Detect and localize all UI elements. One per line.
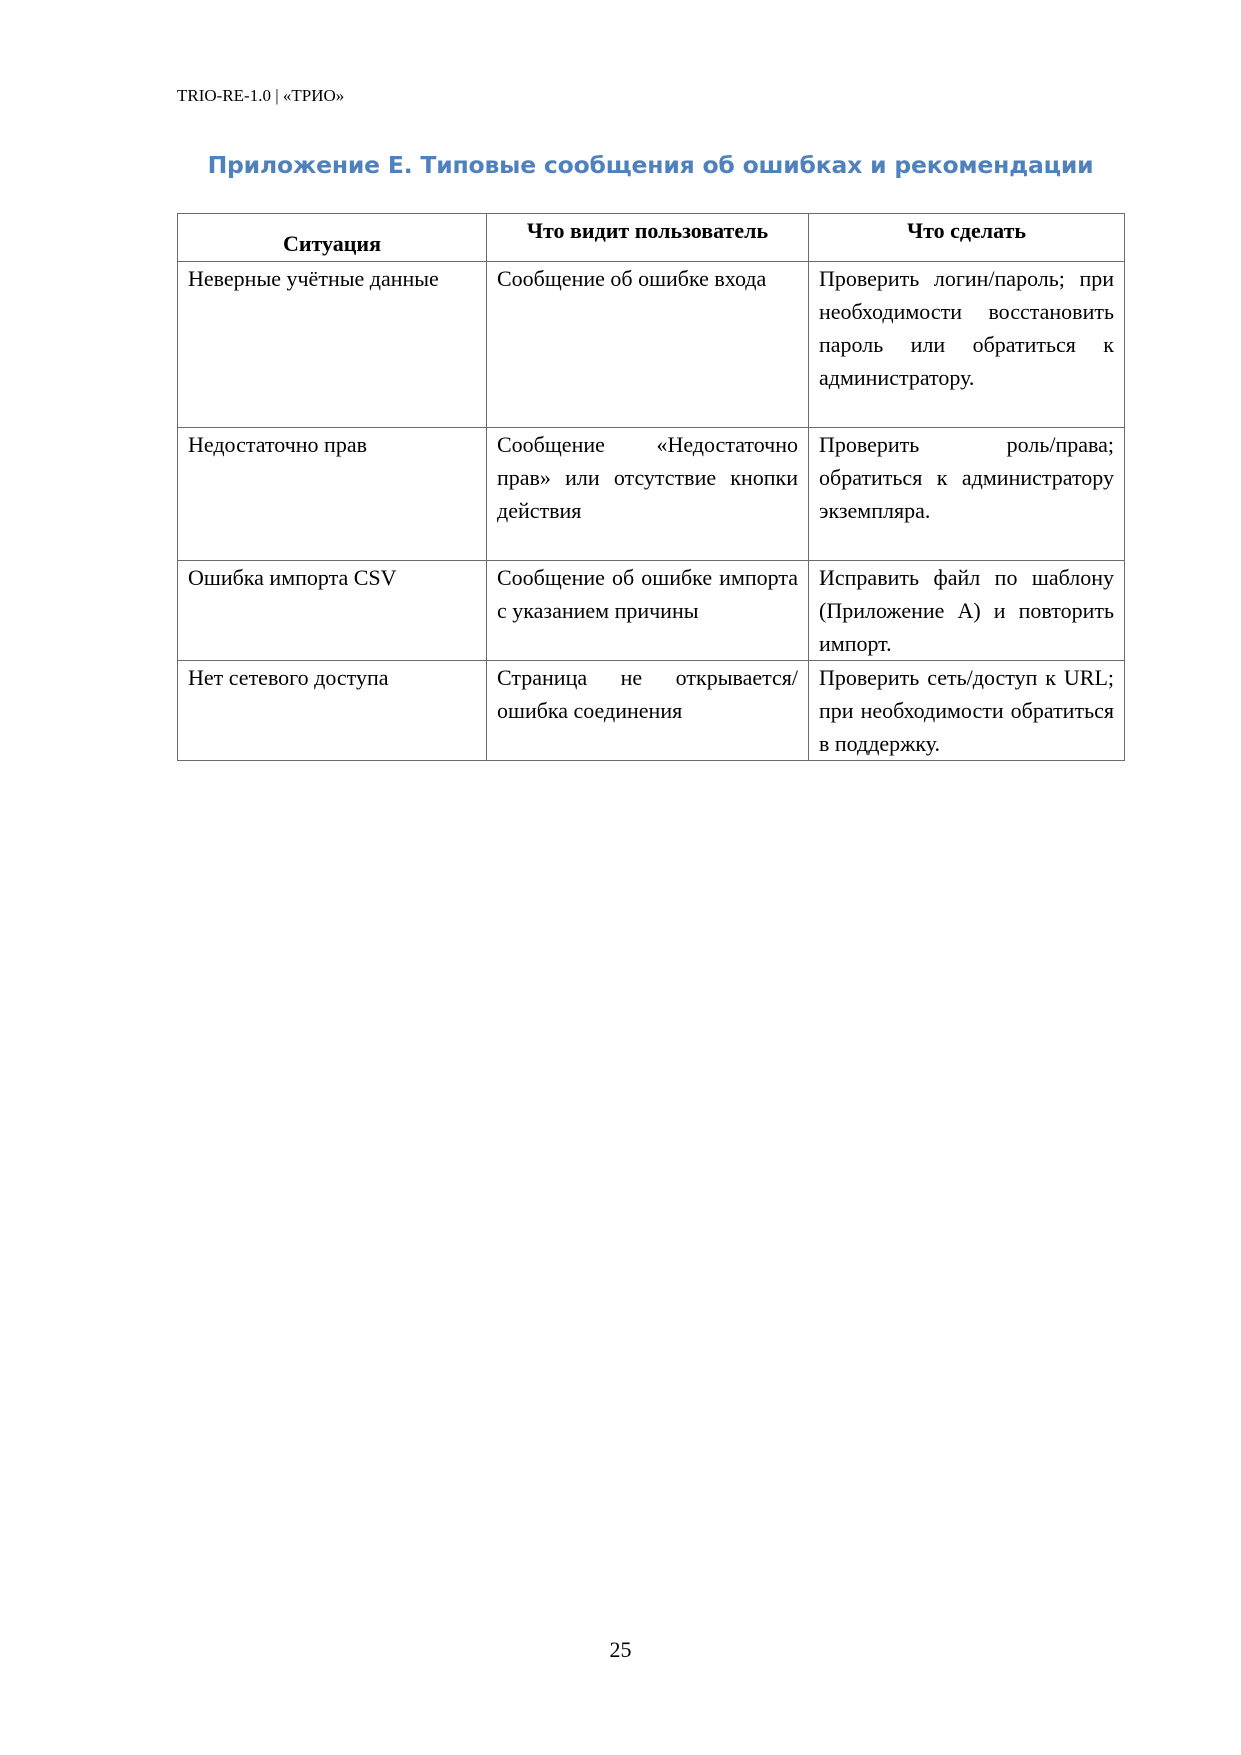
running-header: TRIO-RE-1.0 | «ТРИО» [177, 86, 345, 105]
cell-user-sees: Сообщение об ошибке импорта с указанием причины [487, 561, 809, 661]
header-action: Что сделать [809, 214, 1125, 262]
table-row [178, 262, 1125, 428]
cell-action: Проверить логин/пароль; при необходимости восстановить пароль или обратиться к администратору. [809, 262, 1125, 428]
cell-action: Проверить сеть/доступ к URL; при необходимости обратиться в поддержку. [809, 661, 1125, 761]
cell-situation: Неверные учётные данные [178, 262, 487, 428]
appendix-heading: Приложение Е. Типовые сообщения об ошибках и рекомендации [207, 151, 1094, 179]
cell-user-sees: Сообщение «Недостаточно прав» или отсутствие кнопки действия [487, 428, 809, 561]
page-number: 25 [609, 1637, 632, 1662]
header-user-sees: Что видит пользователь [487, 214, 809, 262]
cell-situation: Недостаточно прав [178, 428, 487, 561]
cell-situation: Нет сетевого доступа [178, 661, 487, 761]
cell-action: Исправить файл по шаблону (Приложение А) и повторить импорт. [809, 561, 1125, 661]
header-situation: Ситуация [178, 214, 487, 262]
table-row [178, 661, 1125, 761]
cell-action: Проверить роль/права; обратиться к администратору экземпляра. [809, 428, 1125, 561]
cell-situation: Ошибка импорта CSV [178, 561, 487, 661]
table-row [178, 561, 1125, 661]
table-header-row [178, 214, 1125, 262]
cell-user-sees: Страница не открывается/ошибка соединения [487, 661, 809, 761]
cell-user-sees: Сообщение об ошибке входа [487, 262, 809, 428]
table-row [178, 428, 1125, 561]
error-messages-table [177, 213, 1125, 761]
